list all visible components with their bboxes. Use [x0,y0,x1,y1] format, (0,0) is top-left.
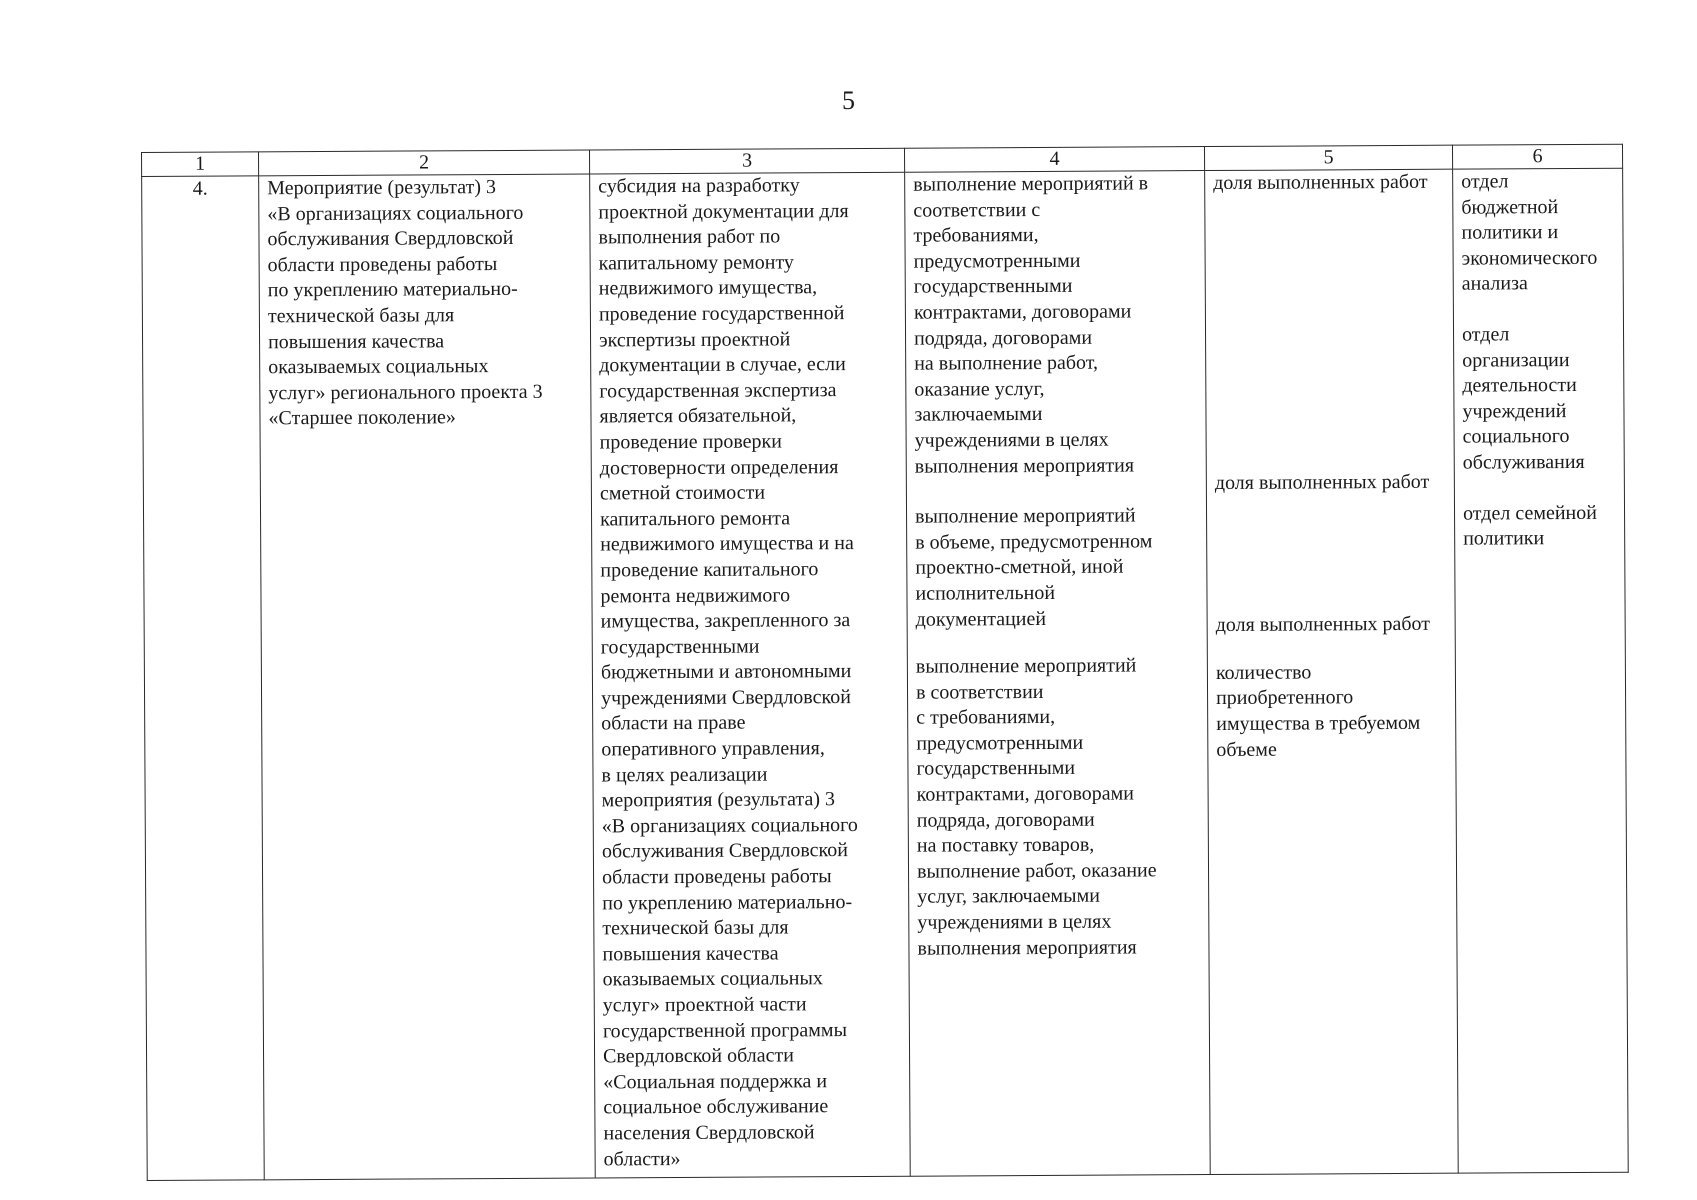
page-number: 5 [842,86,855,115]
indicator-item: количество приобретенного имущества в требуемом объеме [1215,661,1421,761]
table-row [142,168,1629,1180]
row-number-cell [142,176,265,1181]
row-number: 4. [192,177,208,200]
column-number-6: 6 [1452,144,1622,169]
subsidy-description: субсидия на разработку проектной документации для выполнения работ по капитальному ремонту недвижимого имущества, проведение государственной экспертизы проектной документации в случае, если государственная экспертиза является обязательной, проведение проверки достоверности определения сметной стоимости капитального ремонта недвижимого имущества и на проведение капитального ремонта недвижимого имущества, закрепленного за государственными бюджетными и автономными учреждениями Свердловской области на праве оперативного управления, в целях реализации мероприятия (результата) 3 «В организациях социального обслуживания Свердловской области проведены работы по укреплению материально- технической базы для повышения качества оказываемых социальных услуг» проектной части государственной программы Свердловской области «Социальная поддержка и социальное обслуживание населения Свердловской области» [598,174,858,1170]
result-item: выполнение мероприятий в объеме, предусмотренном проектно-сметной, иной исполнительной документацией [914,504,1153,631]
department-item: отдел семейной политики [1462,501,1597,550]
subsidy-cell [590,172,911,1178]
column-number-4: 4 [904,147,1204,173]
column-number-2: 2 [259,150,590,176]
department-item: отдел бюджетной политики и экономического анализа [1461,170,1598,296]
results-cell [905,171,1211,1177]
column-number-3: 3 [589,148,904,174]
result-item: выполнение мероприятий в соответствии с требованиями, предусмотренными государственными контрактами, договорами подряда, договорами на выполнение работ, оказание услуг, заключаемыми учреждениями в целях выполнения мероприятия [913,172,1149,478]
department-item: отдел организации деятельности учреждений социального обслуживания [1461,323,1585,474]
indicators-cell [1205,169,1459,1174]
departments-cell [1453,168,1629,1173]
column-number-5: 5 [1204,145,1452,170]
event-cell [259,174,596,1180]
column-number-1: 1 [142,152,259,177]
result-item: выполнение мероприятий в соответствии с требованиями, предусмотренными государственными контрактами, договорами подряда, договорами на поставку товаров, выполнение работ, оказание услуг, заключаемыми учреждениями в целях выполнения мероприятия [915,654,1157,960]
indicator-item: доля выполненных работ [1215,612,1431,637]
indicator-item: доля выполненных работ [1214,470,1430,494]
event-description: Мероприятие (результат) 3 «В организациях социального обслуживания Свердловской области проведены работы по укреплению материально- технической базы для повышения качества оказываемых социальных услуг» регионального проекта 3 «Старшее поколение» [267,176,543,430]
indicator-item: доля выполненных работ [1213,170,1428,195]
program-table [141,144,1629,1181]
